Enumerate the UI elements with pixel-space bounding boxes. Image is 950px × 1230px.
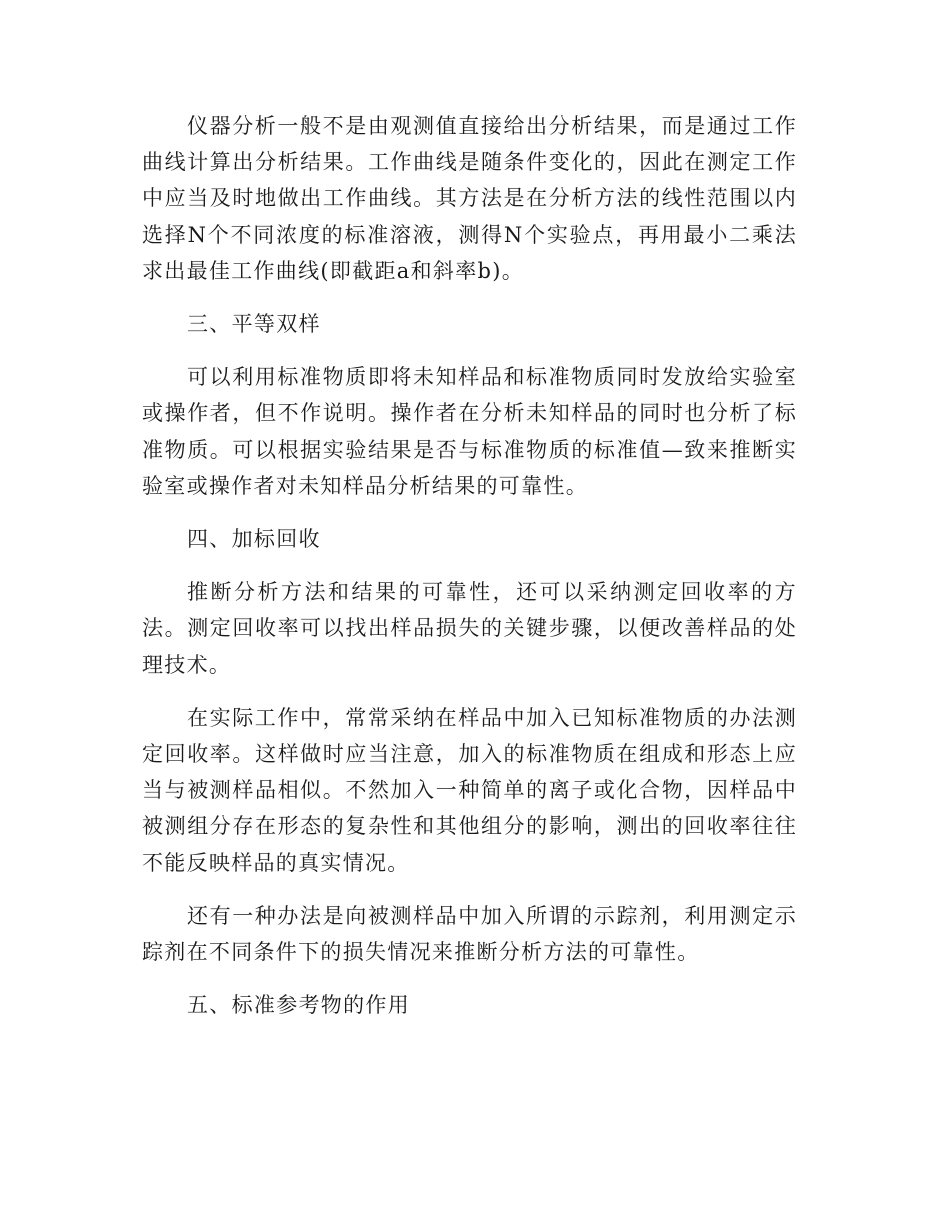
- paragraph-spike-method: 在实际工作中，常常采纳在样品中加入已知标准物质的办法测定回收率。这样做时应当注意，加入的标准物质在组成和形态上应当与被测样品相似。不然加入一种简单的离子或化合物，因样品中被测组分存在形态的复杂性和其他组分的影响，测出的回收率往往不能反映样品的真实情况。: [142, 705, 797, 875]
- paragraph-tracer-method: 还有一种办法是向被测样品中加入所谓的示踪剂，利用测定示踪剂在不同条件下的损失情况来推断分析方法的可靠性。: [142, 903, 797, 965]
- paragraph-recovery-rate: 推断分析方法和结果的可靠性，还可以采纳测定回收率的方法。测定回收率可以找出样品损失的关键步骤，以便改善样品的处理技术。: [142, 580, 797, 677]
- document-body: [142, 108, 797, 1040]
- paragraph-working-curve: 仪器分析一般不是由观测值直接给出分析结果，而是通过工作曲线计算出分析结果。工作曲线是随条件变化的，因此在测定工作中应当及时地做出工作曲线。其方法是在分析方法的线性范围以内选择N个不同浓度的标准溶液，测得N个实验点，再用最小二乘法求出最佳工作曲线(即截距a和斜率b)。: [142, 114, 797, 283]
- section-heading-3: 三、平等双样: [187, 312, 321, 337]
- paragraph-reference-material: 可以利用标准物质即将未知样品和标准物质同时发放给实验室或操作者，但不作说明。操作者在分析未知样品的同时也分析了标准物质。可以根据实验结果是否与标准物质的标准值—致来推断实验室或操作者对未知样品分析结果的可靠性。: [142, 365, 797, 498]
- section-heading-5: 五、标准参考物的作用: [187, 993, 410, 1018]
- section-heading-4: 四、加标回收: [187, 527, 321, 552]
